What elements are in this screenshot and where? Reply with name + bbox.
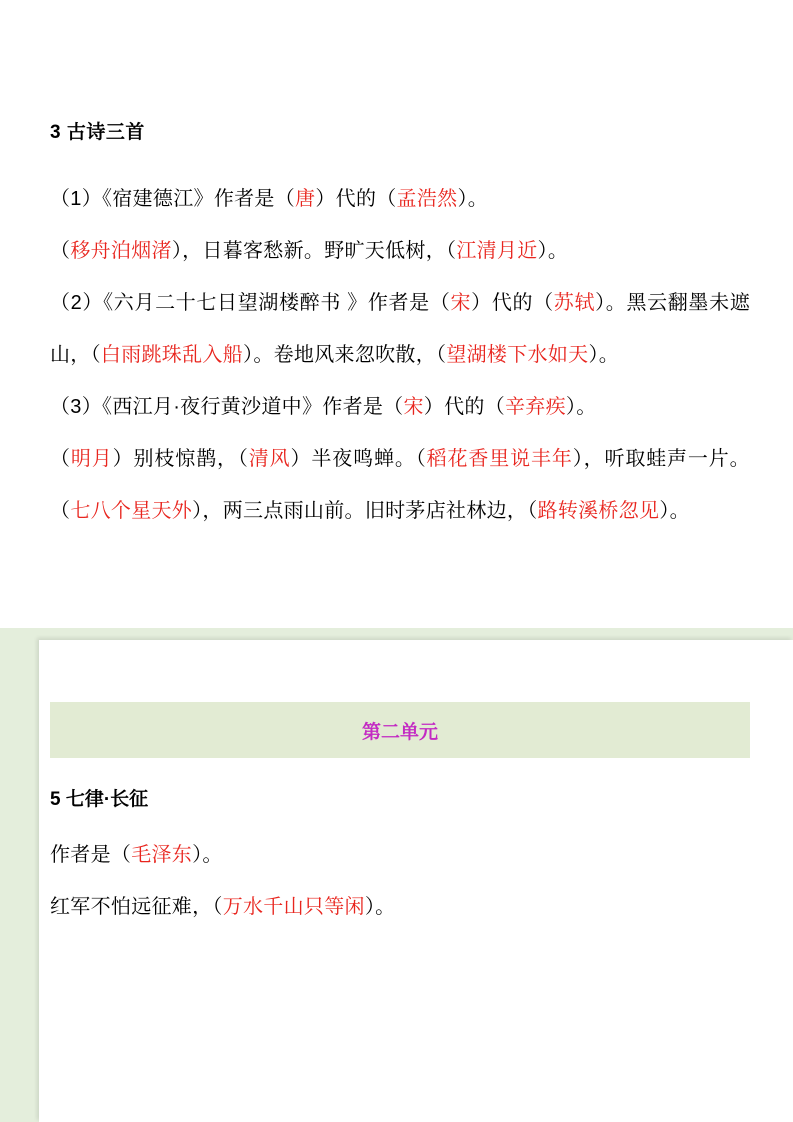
body-text: ），听取蛙声一片。（ bbox=[50, 447, 750, 522]
paragraph bbox=[50, 381, 750, 433]
answer-text: 苏轼 bbox=[553, 291, 596, 314]
body-text: ）。 bbox=[364, 896, 396, 918]
body-text: ）。 bbox=[565, 395, 597, 418]
paragraph-list-section2 bbox=[50, 829, 760, 933]
answer-text: 清风 bbox=[248, 447, 291, 470]
lower-overlay-card bbox=[39, 640, 793, 1122]
section-title-changzheng: 5 七律·长征 bbox=[50, 789, 149, 810]
body-text: ）代的（ bbox=[471, 291, 554, 314]
paragraph bbox=[50, 829, 760, 881]
body-text: （ bbox=[50, 447, 71, 470]
unit-banner-label: 第二单元 bbox=[361, 721, 438, 743]
body-text: （2）《六月二十七日望湖楼醉书 》作者是（ bbox=[50, 291, 451, 314]
paragraph-list-section1 bbox=[50, 173, 750, 537]
answer-text: 白雨跳珠乱入船 bbox=[100, 343, 244, 366]
answer-text: 稻花香里说丰年 bbox=[426, 447, 573, 470]
body-text: ）别枝惊鹊，（ bbox=[112, 447, 249, 470]
answer-text: 万水千山只等闲 bbox=[222, 896, 365, 918]
answer-text: 宋 bbox=[450, 291, 472, 314]
answer-text: 望湖楼下水如天 bbox=[446, 343, 589, 366]
body-text: 作者是（ bbox=[50, 844, 132, 866]
body-text: ）。 bbox=[457, 187, 489, 210]
body-text: （3）《西江月·夜行黄沙道中》作者是（ bbox=[50, 395, 404, 418]
answer-text: 七八个星天外 bbox=[70, 499, 193, 522]
paragraph bbox=[50, 173, 750, 225]
body-text: ），日暮客愁新。野旷天低树，（ bbox=[171, 239, 457, 262]
body-text: ）。 bbox=[659, 499, 690, 522]
paragraph bbox=[50, 225, 750, 277]
answer-text: 孟浩然 bbox=[396, 187, 458, 210]
upper-content bbox=[50, 120, 750, 537]
section-title-gushi: 3 古诗三首 bbox=[50, 122, 145, 143]
answer-text: 路转溪桥忽见 bbox=[537, 499, 660, 522]
body-text: （1）《宿建德江》作者是（ bbox=[50, 187, 296, 210]
body-text: 红军不怕远征难，（ bbox=[50, 896, 223, 918]
body-text: ），两三点雨山前。旧时茅店社林边，（ bbox=[192, 499, 538, 522]
paragraph bbox=[50, 277, 750, 381]
answer-text: 移舟泊烟渚 bbox=[70, 239, 172, 262]
body-text: ）。 bbox=[588, 343, 620, 366]
answer-text: 宋 bbox=[403, 395, 424, 418]
body-text: ）代的（ bbox=[315, 187, 397, 210]
answer-text: 唐 bbox=[295, 187, 316, 210]
body-text: ）。卷地风来忽吹散，（ bbox=[243, 343, 447, 366]
answer-text: 辛弃疾 bbox=[505, 395, 566, 418]
paragraph bbox=[50, 433, 750, 537]
body-text: ）。 bbox=[537, 239, 569, 262]
lower-overlay-panel bbox=[0, 628, 793, 1122]
body-text: （ bbox=[50, 239, 71, 262]
lower-content bbox=[50, 640, 760, 933]
answer-text: 明月 bbox=[70, 447, 113, 470]
answer-text: 毛泽东 bbox=[131, 844, 193, 866]
unit-banner bbox=[50, 702, 750, 758]
body-text: ）半夜鸣蝉。（ bbox=[290, 447, 427, 470]
body-text: ）。 bbox=[192, 844, 223, 866]
paragraph bbox=[50, 881, 760, 933]
body-text: ）。黑云翻墨未遮山，（ bbox=[50, 291, 751, 366]
body-text: ）代的（ bbox=[423, 395, 505, 418]
answer-text: 江清月近 bbox=[456, 239, 538, 262]
